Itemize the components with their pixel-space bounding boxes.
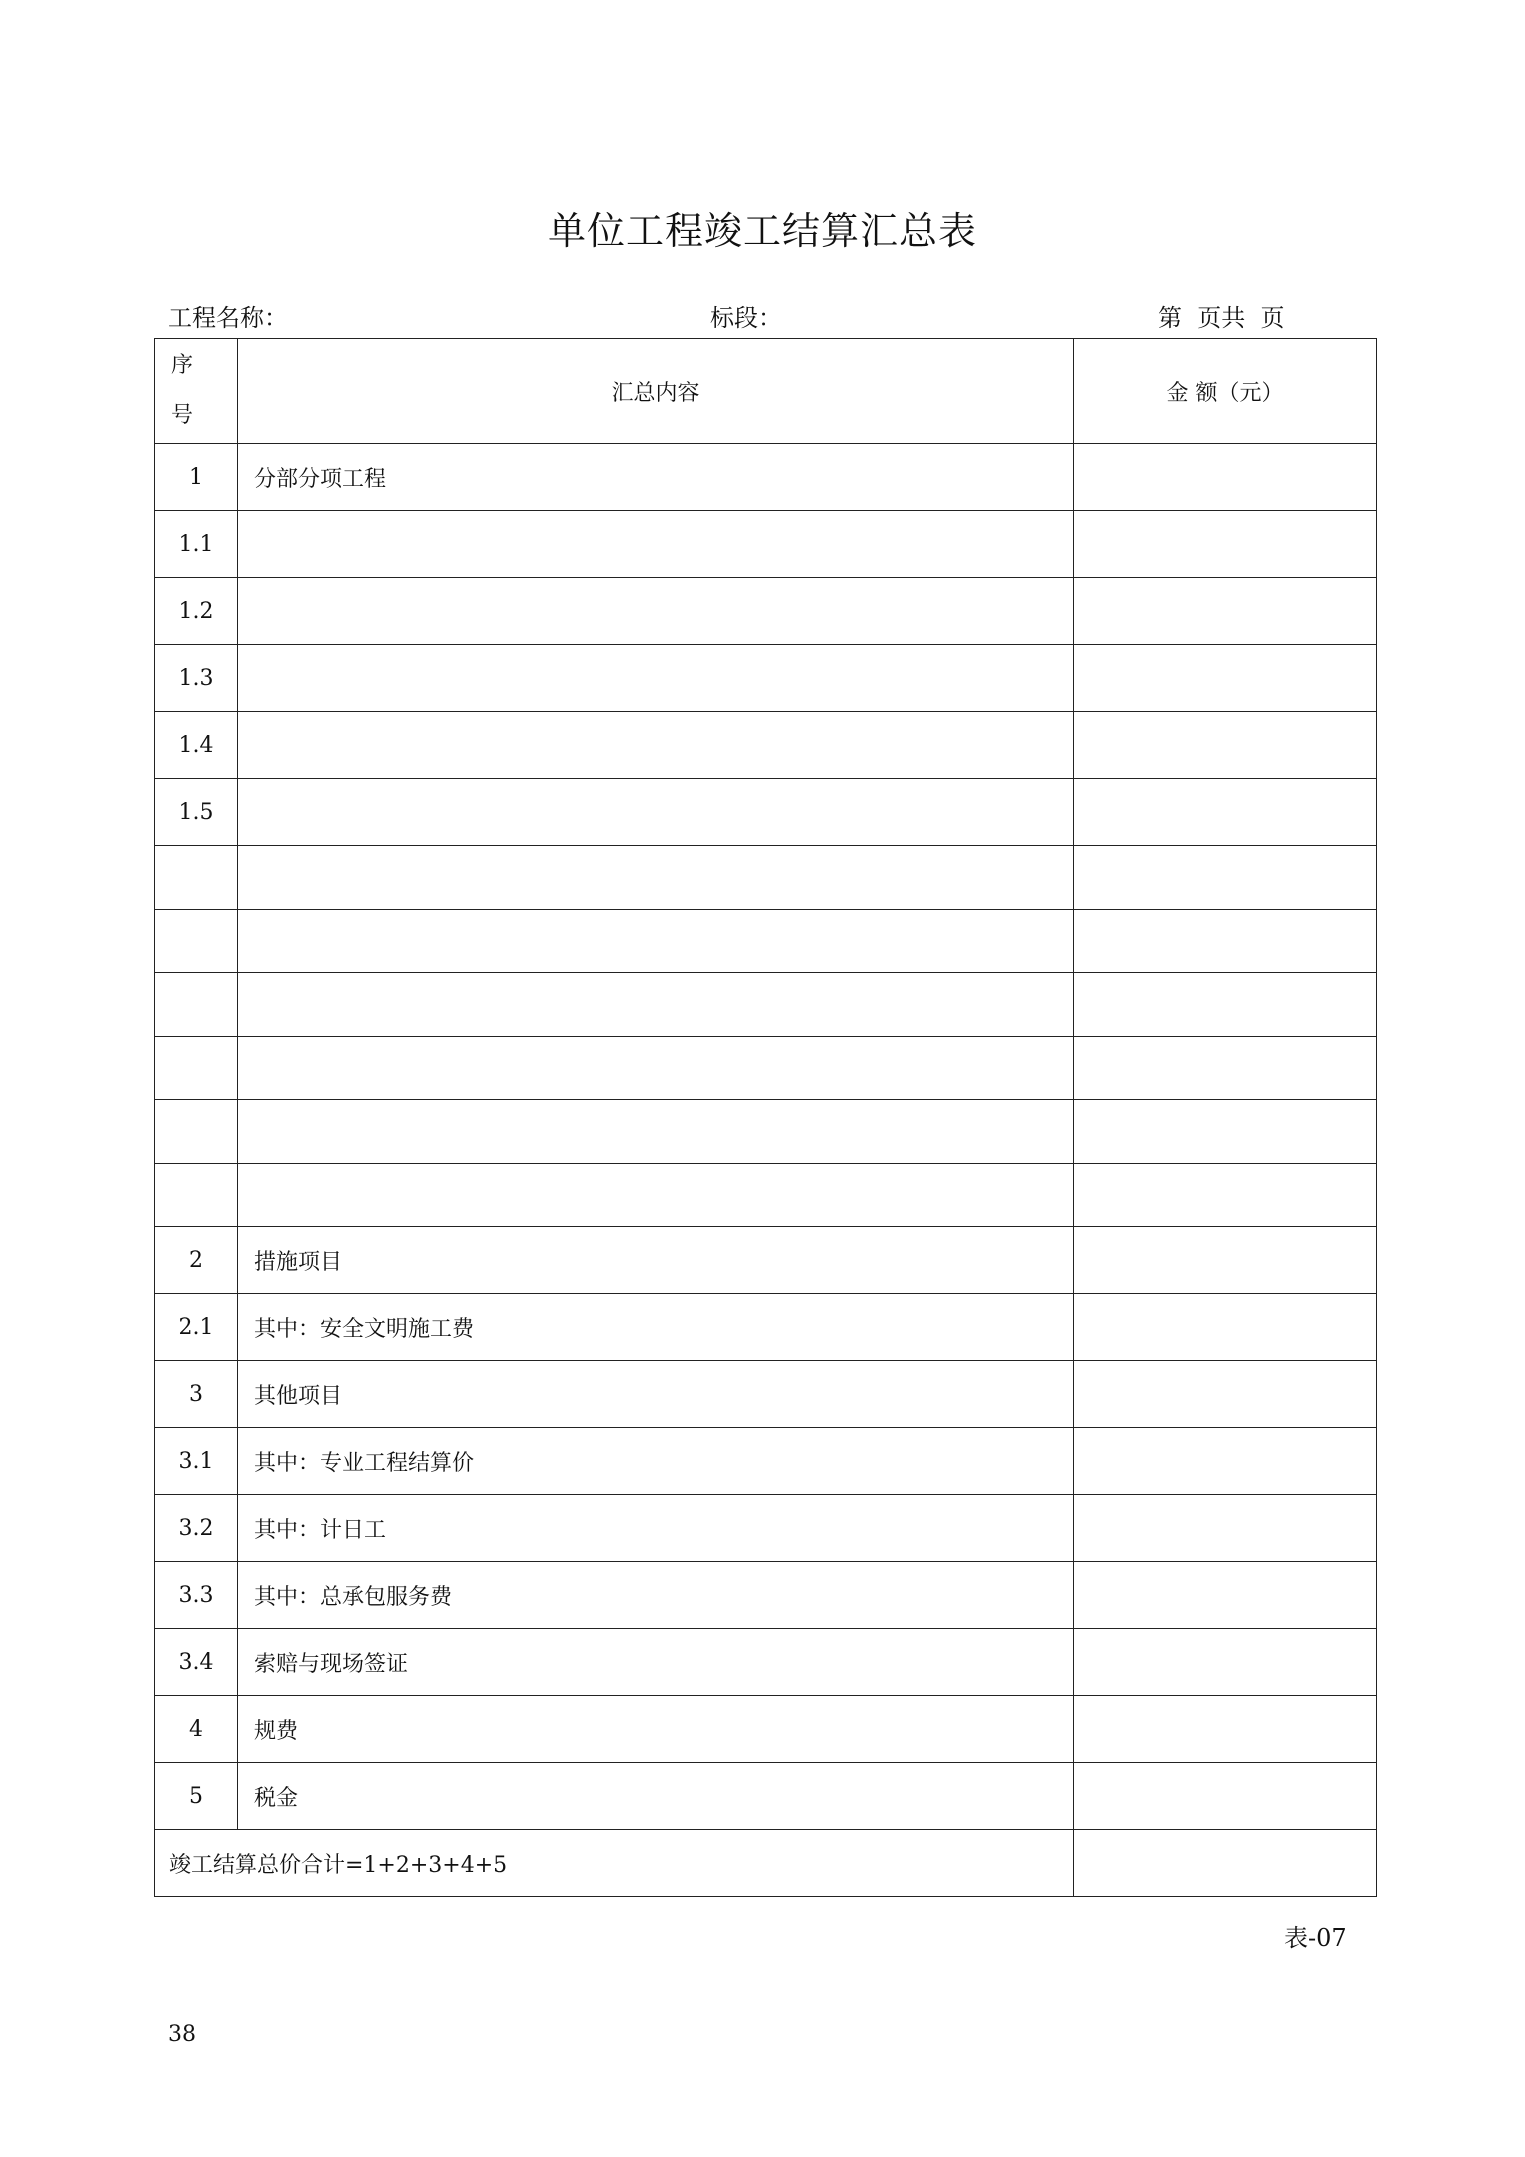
table-row: [155, 645, 1377, 712]
row-amount: [1074, 1036, 1377, 1100]
table-row: [155, 1763, 1377, 1830]
header-serial-no: 序 号: [155, 339, 238, 444]
row-content: [238, 973, 1074, 1037]
row-serial-no: [155, 1100, 238, 1164]
row-content: [238, 909, 1074, 973]
row-amount: [1074, 444, 1377, 511]
row-amount: [1074, 1227, 1377, 1294]
table-row: [155, 779, 1377, 846]
summary-table: [154, 338, 1377, 1897]
page-count-label: 第 页共 页: [1158, 304, 1285, 332]
row-serial-no: 4: [155, 1696, 238, 1763]
table-header-row: [155, 339, 1377, 444]
total-amount: [1074, 1830, 1377, 1897]
row-content: 其中：专业工程结算价: [238, 1428, 1074, 1495]
row-serial-no: [155, 1036, 238, 1100]
row-amount: [1074, 846, 1377, 910]
table-row: [155, 846, 1377, 910]
row-content: [238, 578, 1074, 645]
row-serial-no: [155, 973, 238, 1037]
row-content: 其中：总承包服务费: [238, 1562, 1074, 1629]
project-name-label: 工程名称：: [168, 304, 288, 332]
row-serial-no: 3.1: [155, 1428, 238, 1495]
row-content: [238, 511, 1074, 578]
row-content: [238, 1163, 1074, 1227]
row-amount: [1074, 1696, 1377, 1763]
row-serial-no: 1.1: [155, 511, 238, 578]
table-row: [155, 1629, 1377, 1696]
row-amount: [1074, 1163, 1377, 1227]
row-content: 其中：计日工: [238, 1495, 1074, 1562]
row-serial-no: 1: [155, 444, 238, 511]
row-serial-no: 3: [155, 1361, 238, 1428]
total-row: [155, 1830, 1377, 1897]
row-amount: [1074, 1763, 1377, 1830]
table-row: [155, 578, 1377, 645]
table-row: [155, 1495, 1377, 1562]
total-label: 竣工结算总价合计=1+2+3+4+5: [155, 1830, 1074, 1897]
table-row: [155, 973, 1377, 1037]
table-row: [155, 909, 1377, 973]
row-content: [238, 1100, 1074, 1164]
row-serial-no: 5: [155, 1763, 238, 1830]
row-amount: [1074, 1100, 1377, 1164]
row-content: [238, 645, 1074, 712]
row-content: 索赔与现场签证: [238, 1629, 1074, 1696]
table-row: [155, 1294, 1377, 1361]
section-label: 标段：: [710, 304, 782, 332]
row-serial-no: 1.4: [155, 712, 238, 779]
row-content: 其他项目: [238, 1361, 1074, 1428]
table-row: [155, 1227, 1377, 1294]
row-amount: [1074, 645, 1377, 712]
row-amount: [1074, 1428, 1377, 1495]
header-summary-content: 汇总内容: [238, 339, 1074, 444]
row-serial-no: [155, 1163, 238, 1227]
header-amount: 金 额（元）: [1074, 339, 1377, 444]
row-amount: [1074, 1562, 1377, 1629]
row-content: [238, 779, 1074, 846]
row-content: [238, 846, 1074, 910]
row-serial-no: 2.1: [155, 1294, 238, 1361]
row-amount: [1074, 511, 1377, 578]
row-serial-no: 3.4: [155, 1629, 238, 1696]
row-serial-no: [155, 846, 238, 910]
page-title: 单位工程竣工结算汇总表: [547, 209, 977, 253]
row-serial-no: 1.2: [155, 578, 238, 645]
row-serial-no: 1.3: [155, 645, 238, 712]
table-row: [155, 1163, 1377, 1227]
row-content: 税金: [238, 1763, 1074, 1830]
row-amount: [1074, 1629, 1377, 1696]
row-content: [238, 712, 1074, 779]
row-content: [238, 1036, 1074, 1100]
table-row: [155, 1100, 1377, 1164]
row-amount: [1074, 578, 1377, 645]
page-number: 38: [168, 2022, 196, 2047]
row-content: 措施项目: [238, 1227, 1074, 1294]
row-content: 分部分项工程: [238, 444, 1074, 511]
table-row: [155, 1696, 1377, 1763]
row-serial-no: [155, 909, 238, 973]
row-amount: [1074, 1361, 1377, 1428]
table-row: [155, 1562, 1377, 1629]
table-row: [155, 712, 1377, 779]
table-row: [155, 1036, 1377, 1100]
row-amount: [1074, 973, 1377, 1037]
row-amount: [1074, 779, 1377, 846]
table-row: [155, 444, 1377, 511]
row-serial-no: 1.5: [155, 779, 238, 846]
row-serial-no: 3.2: [155, 1495, 238, 1562]
table-row: [155, 1361, 1377, 1428]
row-content: 其中：安全文明施工费: [238, 1294, 1074, 1361]
table-row: [155, 511, 1377, 578]
row-amount: [1074, 909, 1377, 973]
form-code: 表-07: [1284, 1924, 1347, 1952]
row-serial-no: 3.3: [155, 1562, 238, 1629]
row-amount: [1074, 1294, 1377, 1361]
row-amount: [1074, 712, 1377, 779]
row-serial-no: 2: [155, 1227, 238, 1294]
row-amount: [1074, 1495, 1377, 1562]
table-row: [155, 1428, 1377, 1495]
row-content: 规费: [238, 1696, 1074, 1763]
